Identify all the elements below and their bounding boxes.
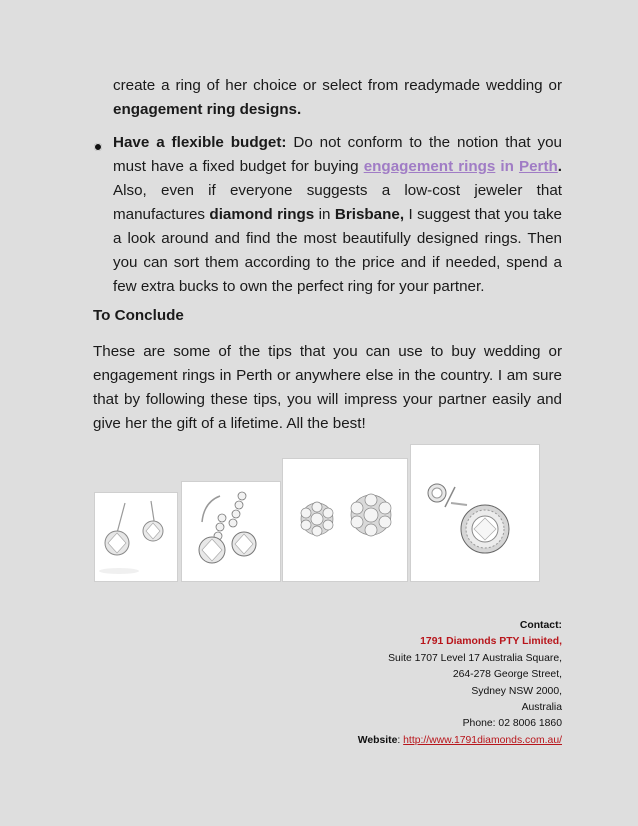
bullet-line-4-mid: in bbox=[314, 206, 335, 223]
conclusion-paragraph bbox=[93, 340, 562, 436]
website-separator: : bbox=[397, 734, 404, 746]
website-link[interactable]: http://www.1791diamonds.com.au/ bbox=[403, 734, 562, 746]
address-line-2: 264-278 George Street, bbox=[452, 669, 562, 681]
halo-earrings-photo bbox=[410, 444, 540, 582]
address-line-1: Suite 1707 Level 17 Australia Square, bbox=[388, 652, 562, 664]
contact-block bbox=[358, 618, 562, 749]
conclusion-heading: To Conclude bbox=[93, 307, 184, 324]
bullet-line-4 bbox=[113, 203, 562, 227]
bullet-line-1 bbox=[113, 131, 562, 155]
bullet-lead: Have a flexible budget: bbox=[113, 134, 287, 151]
company-name: 1791 Diamonds PTY Limited, bbox=[420, 636, 562, 648]
brisbane-bold: Brisbane, bbox=[334, 206, 405, 223]
cluster-earrings-image bbox=[283, 459, 407, 581]
conclusion-line-2: engagement rings in Perth or anywhere else in the country. I am sure bbox=[93, 367, 562, 384]
bullet-line-6: you can sort them according to the price and if needed, spend a bbox=[113, 254, 562, 271]
bullet-line-1-text: Do not conform to the notion that you bbox=[286, 134, 562, 151]
website-line bbox=[358, 733, 562, 749]
halo-earrings-image bbox=[411, 445, 539, 581]
perth-link[interactable]: Perth bbox=[518, 158, 558, 175]
phone-line: Phone: 02 8006 1860 bbox=[462, 718, 562, 730]
address-line-4: Australia bbox=[521, 702, 562, 714]
bullet-line-2-text: must have a fixed budget for buying bbox=[113, 158, 364, 175]
bullet-line-7: few extra bucks to own the perfect ring for your partner. bbox=[113, 278, 485, 295]
bullet-line-5: a look around and find the most beautifully designed rings. Then bbox=[113, 230, 562, 247]
diamond-rings-bold: diamond rings bbox=[209, 206, 315, 223]
conclusion-line-3: that by following these tips, you will impress your partner easily and bbox=[93, 391, 562, 408]
stud-earrings-photo bbox=[94, 492, 178, 582]
bullet-line-2-period: . bbox=[557, 158, 563, 175]
bullet-line-3: Also, even if everyone suggests a low-cost jeweler that bbox=[113, 182, 562, 199]
bullet-line-4-end: I suggest that you take bbox=[404, 206, 562, 223]
drop-earrings-photo bbox=[181, 481, 281, 582]
intro-line-1: create a ring of her choice or select from readymade wedding or bbox=[113, 77, 562, 94]
bullet-line-4-pre: manufactures bbox=[113, 206, 210, 223]
budget-bullet-paragraph bbox=[113, 131, 562, 299]
drop-earrings-image bbox=[182, 482, 280, 581]
cluster-earrings-photo bbox=[282, 458, 408, 582]
website-label: Website bbox=[357, 734, 398, 746]
conclusion-line-1: These are some of the tips that you can use to buy wedding or bbox=[93, 343, 562, 360]
intro-line-2 bbox=[113, 98, 562, 122]
address-line-3: Sydney NSW 2000, bbox=[471, 685, 562, 697]
bullet-line-2 bbox=[113, 155, 562, 179]
engagement-rings-link[interactable]: engagement rings bbox=[363, 158, 496, 175]
intro-bold-text: engagement ring designs. bbox=[113, 101, 302, 118]
link-in-text: in bbox=[495, 158, 519, 175]
bullet-icon bbox=[94, 143, 102, 151]
contact-label: Contact: bbox=[519, 620, 562, 631]
intro-paragraph bbox=[113, 74, 562, 122]
stud-earrings-image bbox=[95, 493, 177, 581]
conclusion-line-4: give her the gift of a lifetime. All the best! bbox=[93, 415, 366, 432]
